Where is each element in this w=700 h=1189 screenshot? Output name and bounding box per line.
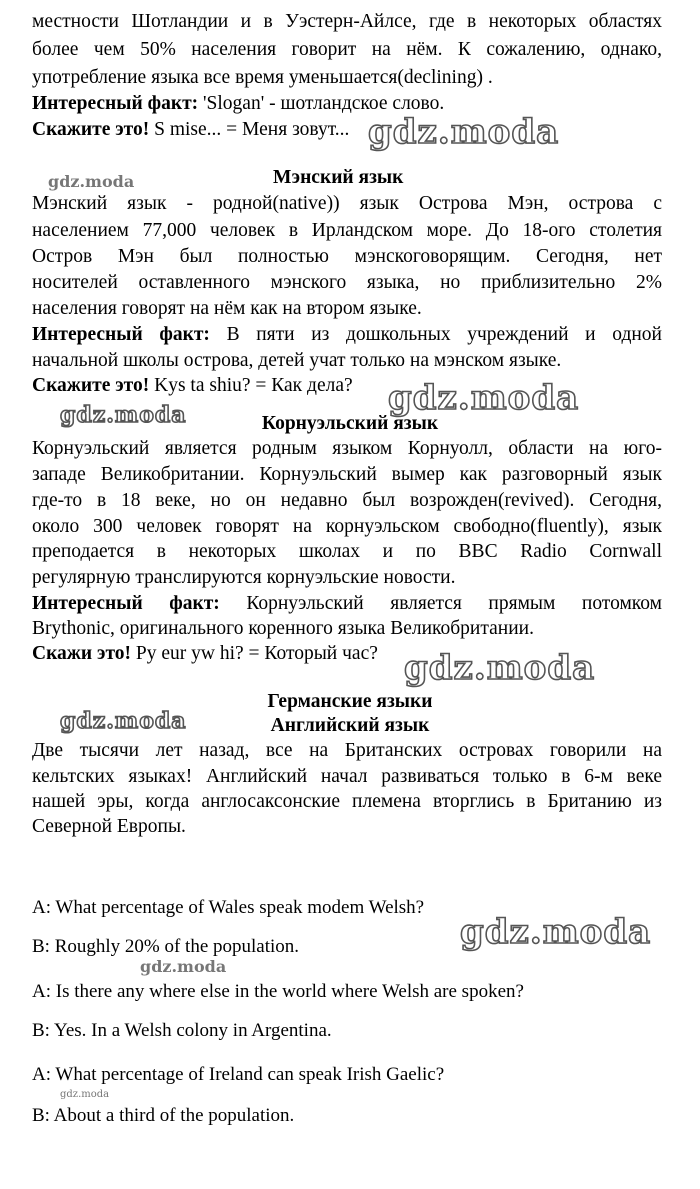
cornish-line-3: где-то в 18 веке, но он недавно был возрожден(revived). Сегодня, (32, 490, 662, 511)
dialog-line-3: A: Is there any where else in the world where Welsh are spoken? (32, 981, 524, 1002)
cornish-fact-line-2: Brythonic, оригинального коренного языка Великобритании. (32, 618, 534, 639)
fact-label: Интересный факт: (32, 93, 199, 114)
dialog-line-2: B: Roughly 20% of the population. (32, 936, 300, 957)
cornish-fact-line-1 (32, 592, 662, 616)
watermark-7: gdz.moda (460, 912, 652, 952)
watermark-2: gdz.moda (48, 172, 135, 191)
say-text: Py eur yw hi? = Который час? (131, 643, 378, 664)
watermark-1: gdz.moda (368, 112, 560, 152)
cornish-say (32, 642, 378, 666)
manx-line-1: Мэнский язык - родной(native)) язык Острова Мэн, острова с (32, 193, 662, 214)
say-text: Kys ta shiu? = Как дела? (149, 375, 353, 396)
english-line-3: нашей эры, когда англосаксонские племена вторглись в Британию из (32, 791, 662, 812)
dialog-line-5: A: What percentage of Ireland can speak Irish Gaelic? (32, 1064, 445, 1085)
watermark-8: gdz.moda (140, 957, 227, 976)
cornish-line-5: преподается в некоторых школах и по BBC Radio Cornwall (32, 541, 662, 562)
scots-line-2: более чем 50% населения говорит на нём. К сожалению, однако, (32, 39, 662, 60)
scots-line-1: местности Шотландии и в Уэстерн-Айлсе, где в некоторых областях (32, 11, 662, 32)
watermark-5: gdz.moda (404, 648, 596, 688)
germanic-heading: Германские языки (267, 691, 433, 712)
fact-label: Интересный факт: (32, 324, 210, 345)
watermark-3: gdz.moda (388, 378, 580, 418)
cornish-line-4: около 300 человек говорят на корнуэльском свободно(fluently), язык (32, 516, 662, 537)
dialog-line-4: B: Yes. In a Welsh colony in Argentina. (32, 1020, 332, 1041)
manx-fact-line-1 (32, 323, 662, 347)
say-label: Скажи это! (32, 643, 132, 664)
watermark-9: gdz.moda (60, 1089, 110, 1100)
english-line-4: Северной Европы. (32, 816, 186, 837)
scots-say (32, 118, 349, 142)
watermark-6: gdz.moda (60, 708, 187, 734)
english-heading: Английский язык (270, 715, 430, 736)
cornish-line-1: Корнуэльский является родным языком Корнуолл, области на юго- (32, 438, 662, 459)
dialog-line-1: A: What percentage of Wales speak modem Welsh? (32, 897, 425, 918)
fact-text: 'Slogan' - шотландское слово. (198, 93, 445, 114)
say-label: Скажите это! (32, 375, 150, 396)
fact-text: В пяти из дошкольных учреждений и одной (209, 324, 662, 345)
watermark-4: gdz.moda (60, 402, 187, 428)
manx-say (32, 374, 353, 398)
cornish-line-2: западе Великобритании. Корнуэльский вымер как разговорный язык (32, 464, 662, 485)
manx-fact-line-2: начальной школы острова, детей учат только на мэнском языке. (32, 350, 562, 371)
say-label: Скажите это! (32, 119, 150, 140)
dialog-line-6: B: About a third of the population. (32, 1105, 295, 1126)
cornish-heading: Корнуэльский язык (261, 413, 439, 434)
fact-text: Корнуэльский является прямым потомком (219, 593, 662, 614)
english-line-1: Две тысячи лет назад, все на Британских островах говорили на (32, 740, 662, 761)
manx-line-2: населением 77,000 человек в Ирландском море. До 18-ого столетия (32, 220, 662, 241)
manx-heading: Мэнский язык (273, 167, 404, 188)
manx-line-5: населения говорят на нём как на втором языке. (32, 298, 422, 319)
scots-line-3: употребление языка все время уменьшается(declining) . (32, 67, 493, 88)
manx-line-3: Остров Мэн был полностью мэнскоговорящим. Сегодня, нет (32, 246, 662, 267)
fact-label: Интересный факт: (32, 593, 220, 614)
say-text: S mise... = Меня зовут... (149, 119, 350, 140)
english-line-2: кельтских языках! Английский начал развиваться только в 6-м веке (32, 766, 662, 787)
cornish-line-6: регулярную транслируются корнуэльские новости. (32, 567, 456, 588)
manx-line-4: носителей оставленного мэнского языка, но приблизительно 2% (32, 272, 662, 293)
